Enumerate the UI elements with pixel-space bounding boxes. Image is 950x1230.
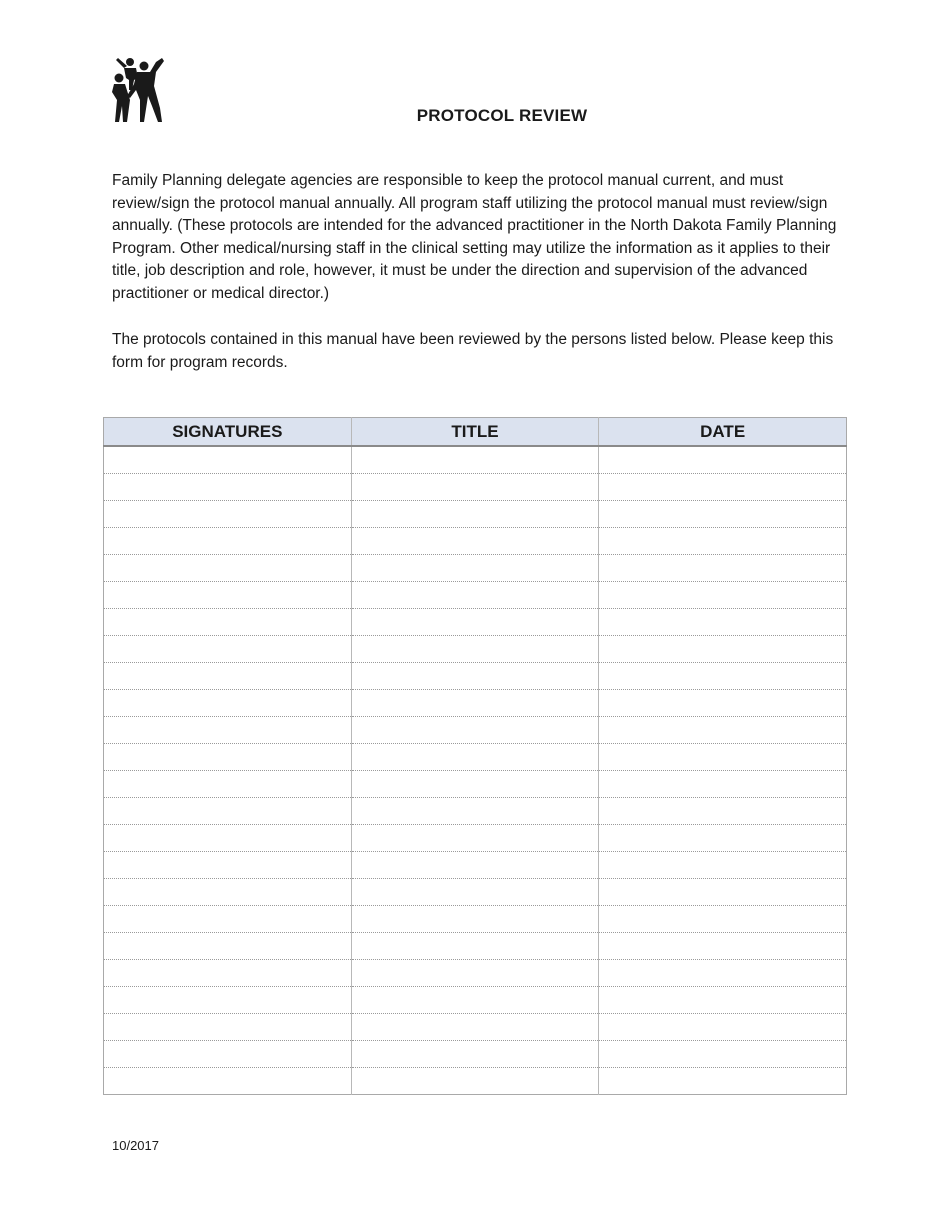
- title-cell[interactable]: [351, 474, 599, 501]
- date-cell[interactable]: [599, 528, 847, 555]
- table-row: [104, 663, 847, 690]
- footer-date: 10/2017: [112, 1138, 159, 1153]
- table-row: [104, 906, 847, 933]
- title-cell[interactable]: [351, 501, 599, 528]
- title-cell[interactable]: [351, 960, 599, 987]
- title-cell[interactable]: [351, 852, 599, 879]
- table-row: [104, 1068, 847, 1095]
- date-cell[interactable]: [599, 582, 847, 609]
- date-cell[interactable]: [599, 609, 847, 636]
- date-cell[interactable]: [599, 744, 847, 771]
- title-cell[interactable]: [351, 609, 599, 636]
- date-cell[interactable]: [599, 446, 847, 474]
- table-row: [104, 744, 847, 771]
- title-cell[interactable]: [351, 528, 599, 555]
- date-cell[interactable]: [599, 636, 847, 663]
- date-cell[interactable]: [599, 960, 847, 987]
- table-row: [104, 690, 847, 717]
- title-cell[interactable]: [351, 1068, 599, 1095]
- table-row: [104, 528, 847, 555]
- date-cell[interactable]: [599, 690, 847, 717]
- signature-cell[interactable]: [104, 555, 352, 582]
- table-row: [104, 1041, 847, 1068]
- date-cell[interactable]: [599, 798, 847, 825]
- date-cell[interactable]: [599, 1014, 847, 1041]
- title-cell[interactable]: [351, 798, 599, 825]
- signature-cell[interactable]: [104, 744, 352, 771]
- table-row: [104, 771, 847, 798]
- title-cell[interactable]: [351, 446, 599, 474]
- title-cell[interactable]: [351, 1041, 599, 1068]
- table-row: [104, 717, 847, 744]
- table-header-row: [104, 418, 847, 447]
- note-paragraph: The protocols contained in this manual have been reviewed by the persons listed below. Please keep this form for program records.: [112, 331, 834, 371]
- signature-cell[interactable]: [104, 663, 352, 690]
- signature-cell[interactable]: [104, 798, 352, 825]
- date-cell[interactable]: [599, 987, 847, 1014]
- title-cell[interactable]: [351, 582, 599, 609]
- column-header-date: DATE: [599, 418, 847, 447]
- date-cell[interactable]: [599, 825, 847, 852]
- page-title: PROTOCOL REVIEW: [416, 106, 588, 125]
- intro-paragraph: Family Planning delegate agencies are responsible to keep the protocol manual current, and must review/sign the protocol manual annually. All program staff utilizing the protocol manual must review/sign annually. (These protocols are intended for the advanced practitioner in the North Dakota Family Planning Program. Other medical/nursing staff in the clinical setting may utilize the information as it applies to their title, job description and role, however, it must be under the direction and supervision of the advanced practitioner or medical director.): [112, 172, 837, 302]
- signature-table-body: [104, 446, 847, 1095]
- title-cell[interactable]: [351, 879, 599, 906]
- table-row: [104, 555, 847, 582]
- signature-cell[interactable]: [104, 906, 352, 933]
- signature-cell[interactable]: [104, 879, 352, 906]
- table-row: [104, 582, 847, 609]
- signature-cell[interactable]: [104, 446, 352, 474]
- title-cell[interactable]: [351, 933, 599, 960]
- signature-cell[interactable]: [104, 987, 352, 1014]
- table-row: [104, 501, 847, 528]
- title-cell[interactable]: [351, 906, 599, 933]
- signature-cell[interactable]: [104, 1014, 352, 1041]
- date-cell[interactable]: [599, 879, 847, 906]
- table-row: [104, 825, 847, 852]
- signature-cell[interactable]: [104, 960, 352, 987]
- title-cell[interactable]: [351, 825, 599, 852]
- date-cell[interactable]: [599, 771, 847, 798]
- date-cell[interactable]: [599, 717, 847, 744]
- title-cell[interactable]: [351, 1014, 599, 1041]
- title-cell[interactable]: [351, 987, 599, 1014]
- date-cell[interactable]: [599, 555, 847, 582]
- date-cell[interactable]: [599, 501, 847, 528]
- signature-cell[interactable]: [104, 528, 352, 555]
- date-cell[interactable]: [599, 1068, 847, 1095]
- signature-cell[interactable]: [104, 582, 352, 609]
- table-row: [104, 1014, 847, 1041]
- table-row: [104, 474, 847, 501]
- date-cell[interactable]: [599, 1041, 847, 1068]
- date-cell[interactable]: [599, 474, 847, 501]
- table-row: [104, 933, 847, 960]
- date-cell[interactable]: [599, 663, 847, 690]
- table-row: [104, 879, 847, 906]
- column-header-signatures: SIGNATURES: [104, 418, 352, 447]
- signature-cell[interactable]: [104, 609, 352, 636]
- table-row: [104, 987, 847, 1014]
- title-cell[interactable]: [351, 744, 599, 771]
- date-cell[interactable]: [599, 906, 847, 933]
- signature-cell[interactable]: [104, 690, 352, 717]
- signature-cell[interactable]: [104, 636, 352, 663]
- table-row: [104, 609, 847, 636]
- signature-cell[interactable]: [104, 771, 352, 798]
- date-cell[interactable]: [599, 852, 847, 879]
- signature-cell[interactable]: [104, 474, 352, 501]
- title-cell[interactable]: [351, 555, 599, 582]
- title-cell[interactable]: [351, 636, 599, 663]
- signature-cell[interactable]: [104, 1068, 352, 1095]
- table-row: [104, 852, 847, 879]
- title-cell[interactable]: [351, 663, 599, 690]
- signature-cell[interactable]: [104, 1041, 352, 1068]
- signature-cell[interactable]: [104, 825, 352, 852]
- title-cell[interactable]: [351, 717, 599, 744]
- title-cell[interactable]: [351, 771, 599, 798]
- table-row: [104, 636, 847, 663]
- table-row: [104, 446, 847, 474]
- signature-cell[interactable]: [104, 933, 352, 960]
- signature-table: [103, 417, 847, 1095]
- signature-cell[interactable]: [104, 717, 352, 744]
- signature-cell[interactable]: [104, 501, 352, 528]
- signature-cell[interactable]: [104, 852, 352, 879]
- title-cell[interactable]: [351, 690, 599, 717]
- column-header-title: TITLE: [351, 418, 599, 447]
- table-row: [104, 798, 847, 825]
- date-cell[interactable]: [599, 933, 847, 960]
- table-row: [104, 960, 847, 987]
